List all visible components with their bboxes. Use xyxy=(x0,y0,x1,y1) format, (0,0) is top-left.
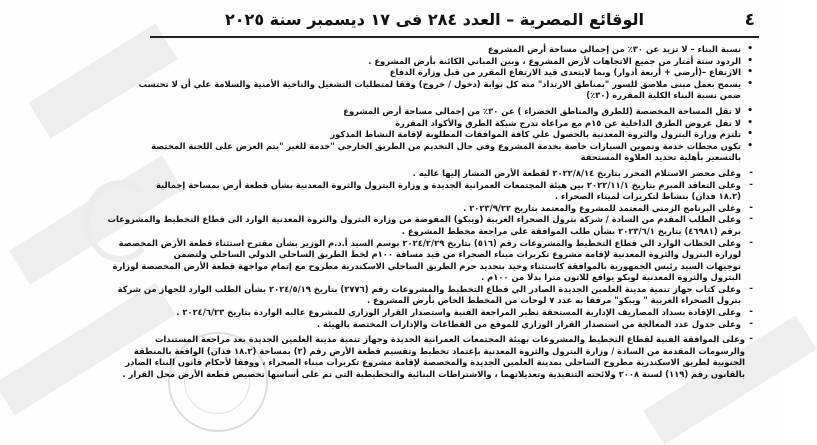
bullet-icon: • xyxy=(747,117,753,128)
bullet-icon: • xyxy=(747,140,753,151)
line-text: لا تقل المساحة المخصصة (للطرق والمناطق الخضراء ) عن ٣٠٪ من إجمالي مساحة أرض المشروع xyxy=(343,105,741,116)
text-line xyxy=(133,345,755,358)
line-text: وعلى التعاقد المبرم بتاريخ ٢٠٢٢/١١/١ بين هيئة المجتمعات العمرانية الجديدة و وزارة البترول والثروة المعدنية بشأن قطعة أرض بمساحة إجمالية xyxy=(155,179,741,190)
bullet-icon: - xyxy=(749,179,753,190)
bullet-icon: • xyxy=(747,78,753,89)
paragraph xyxy=(150,168,755,180)
text-line xyxy=(150,168,755,180)
document-body xyxy=(107,44,755,381)
text-line xyxy=(150,118,755,130)
text-line xyxy=(150,106,755,118)
bullet-icon: • xyxy=(747,44,753,54)
text-line xyxy=(118,237,755,250)
line-text: وعلى جدول عدد المعالجة من استصدار القرار الوزاري للموقع من القطاعات والإدارات المختصة بالهيئة . xyxy=(316,318,741,329)
bullet-icon: - xyxy=(749,237,753,248)
paragraph xyxy=(150,180,755,203)
text-line xyxy=(112,260,755,273)
line-text: الجنوبية لطريق الاسكندرية مطروح الساحلي بمدينة العلمين الجديدة والمخصصة لإقامة مشروع تكريرات ميناء الصحراء ، ووفقا لأحكام قانون البناء الصادر xyxy=(125,357,745,368)
line-text: وعلى الخطاب الوارد الي قطاع التخطيط والمشروعات رقم (٥١٦) بتاريخ ٢٠٢٤/٢/٢٩ بوسم السيد أ.د.م الوزير بشأن مقترح استثناء قطعة الأرض المخصصة xyxy=(118,237,741,248)
bullet-icon: - xyxy=(749,334,753,345)
line-text: وعلى الموافقة الفنية لقطاع التخطيط والمشروعات بهيئة المجتمعات العمرانية الجديدة وجهاز تنمية مدينة العلمين الجديدة بعد مراجعة المستندات xyxy=(155,334,745,345)
line-text: بالقانون رقم (١١٩) لسنة ٢٠٠٨ ولائحته التنفيذية وتعديلاتهما ، والاشتراطات البنائية والتخطيطية التي تم على أساسها تخصيص قطعة الأرض محل القرار . xyxy=(122,369,745,380)
bullet-icon: • xyxy=(747,129,753,140)
paragraph xyxy=(138,78,755,102)
line-text: يسمح بعمل مبنى ملاصق للسور "بمناطق الارتداد" منه كل بوابة (دخول / خروج) وفقا لمتطلبات التشغيل والناحية الأمنية والسلامة علي أن لا تحتسب xyxy=(138,78,741,89)
bullet-icon: • xyxy=(747,55,753,66)
text-line xyxy=(150,141,755,153)
line-text: والرسومات المقدمة من السادة / وزارة البترول والثروة المعدنية بإعتماد تخطيط وتقسيم قطعة الأرض رقم (٢) بمساحة (١٨.٢ فدان) الواقعة بالمنطقة xyxy=(133,345,745,356)
paragraph xyxy=(150,44,755,56)
paragraph xyxy=(150,118,755,130)
paragraph xyxy=(150,141,755,164)
paragraph xyxy=(107,214,755,237)
line-text: وعلى الطلب المقدم من السادة / شركة بترول الصحراء الغربية (ويبكو) المفوضة من وزارة البترول والثروة المعدنية الوارد الى قطاع التخطيط والمشروعات xyxy=(107,214,741,225)
bullet-icon: - xyxy=(749,318,753,329)
paragraph xyxy=(150,56,755,68)
paragraph xyxy=(112,237,755,284)
text-line xyxy=(138,78,755,91)
text-line xyxy=(117,283,755,296)
line-text: بالتسعير بأهلية تحديد العلاوة المستحقة xyxy=(580,152,741,163)
page-header xyxy=(150,8,759,38)
paragraph xyxy=(117,283,755,307)
text-line xyxy=(150,180,755,192)
line-text: برقم (٤٦٩٨١) بتاريخ ٢٠٢٣/٦/١ بشأن طلب الموافقة علي مراجعة مخطط المشروع . xyxy=(401,225,741,236)
text-line xyxy=(150,334,755,346)
paragraph xyxy=(150,203,755,215)
paragraph xyxy=(122,334,755,380)
text-line xyxy=(150,56,755,68)
line-text: الردود ستة أمتار من جميع الاتجاهات لأرض المشروع ، وبين المباني الكائنة بأرض المشروع . xyxy=(368,55,741,66)
text-line xyxy=(125,357,755,369)
line-text: نسبة البناء – لا تزيد عن ٣٠٪ من إجمالي مساحة أرض المشروع xyxy=(487,44,741,54)
text-line xyxy=(150,249,755,261)
line-text: وعلى الإفادة بسداد المصاريف الإدارية المستحقة نظير المراجعة الفنية واستصدار القرار الوزاري للمشروع عاليه الواردة بتاريخ ٢٠٢٤/٦/٢٣ . xyxy=(176,307,741,318)
text-line xyxy=(107,214,755,226)
text-line xyxy=(150,307,755,319)
line-text: وعلى كتاب جهاز تنمية مدينة العلمين الجديدة الصادر الي قطاع التخطيط والمشروعات رقم (٢٧٧٦) بتاريخ ٢٠٢٤/٥/١٩ بشأن الطلب الوارد للجهاز من شركة xyxy=(117,283,741,294)
line-text: تكون محطات خدمة وتموين السيارات خاصة بخدمة المشروع وفي حال التخديم من الطريق الخارجي "خدمة للغير "يتم العرض على اللجنة المختصة xyxy=(151,140,741,151)
line-text: وعلى البرنامج الزمني المعتمد للمشروع والمعتمد بتاريخ ٢٠٢٣/٩/٢٢ . xyxy=(463,202,741,213)
bullet-icon: • xyxy=(747,67,753,78)
bullet-icon: • xyxy=(747,105,753,116)
text-line xyxy=(150,44,755,56)
bullet-icon: - xyxy=(749,167,753,178)
text-line xyxy=(150,319,755,331)
line-text: ضمن نسبة البناء الكلية المقررة (٣٠٪) xyxy=(586,90,741,101)
text-line xyxy=(150,272,755,284)
line-text: بترول الصحراء الغربية " ويبكو" مرفقا به عدد ٧ لوحات من المخطط الخاص بأرض المشروع . xyxy=(367,295,741,306)
text-line xyxy=(150,295,755,307)
line-text: وعلى محضر الاستلام المحرر بتاريخ ٢٠٢٢/٨/١٤ لقطعة الأرض المشار إليها عاليه . xyxy=(412,167,741,178)
bullet-icon: - xyxy=(749,307,753,318)
bullet-icon: - xyxy=(749,283,753,294)
text-line xyxy=(150,67,755,79)
page-number: ٤ xyxy=(744,10,755,30)
line-text: توجيهات السيد رئيس الجمهورية بالموافقة كاستثناء وحيد بتحديد حرم الطريق الساحلي الاسكندرية مطروح مع إتمام مواجهة قطعة الأرض المخصصة لوزارة xyxy=(112,260,741,271)
text-line xyxy=(150,90,755,102)
paragraph xyxy=(150,307,755,319)
line-text: تلتزم وزارة البترول والثروة المعدنية بالحصول علي كافة الموافقات المطلوبة لإقامة النشاط المذكور xyxy=(330,129,741,140)
text-line xyxy=(150,129,755,141)
paragraph xyxy=(150,67,755,79)
line-text: لا تقل عروض الطرق الداخلية عن ١٥م مع مراعاة تدرج شبكة الطرق والأكواد المقررة xyxy=(395,117,741,128)
gazette-title: الوقائع المصرية – العدد ٢٨٤ فى ١٧ ديسمبر سنة ٢٠٢٥ xyxy=(225,10,644,29)
paragraph xyxy=(150,106,755,118)
paragraph xyxy=(150,319,755,331)
line-text: لوزارة البترول والثروة المعدنية لإقامة مشروع تكريرات ميناء الصحراء من قيد مسافة ١٠٠م لخط الطريق الساحلي الدولي الساحلي ولتضمن xyxy=(173,249,741,260)
paragraph xyxy=(150,129,755,141)
bullet-icon: - xyxy=(749,202,753,213)
line-text: البترول والثروة المعدنية لويكو يوافع للاتون مترا بدلا من ١٠٠م . xyxy=(480,272,741,283)
text-line xyxy=(122,369,755,381)
text-line xyxy=(150,191,755,203)
line-text: (١٨.٢ فدان) بنشاط لتكريرات لميناء الصحراء . xyxy=(554,191,741,202)
text-line xyxy=(150,203,755,215)
line-text: الارتفاع –(أرضي + أربعة أدوار) وبما لايتعدى قيد الارتفاع المقرر من قبل وزارة الدفاع xyxy=(389,67,741,78)
bullet-icon: - xyxy=(749,214,753,225)
text-line xyxy=(150,226,755,238)
text-line xyxy=(150,152,755,164)
